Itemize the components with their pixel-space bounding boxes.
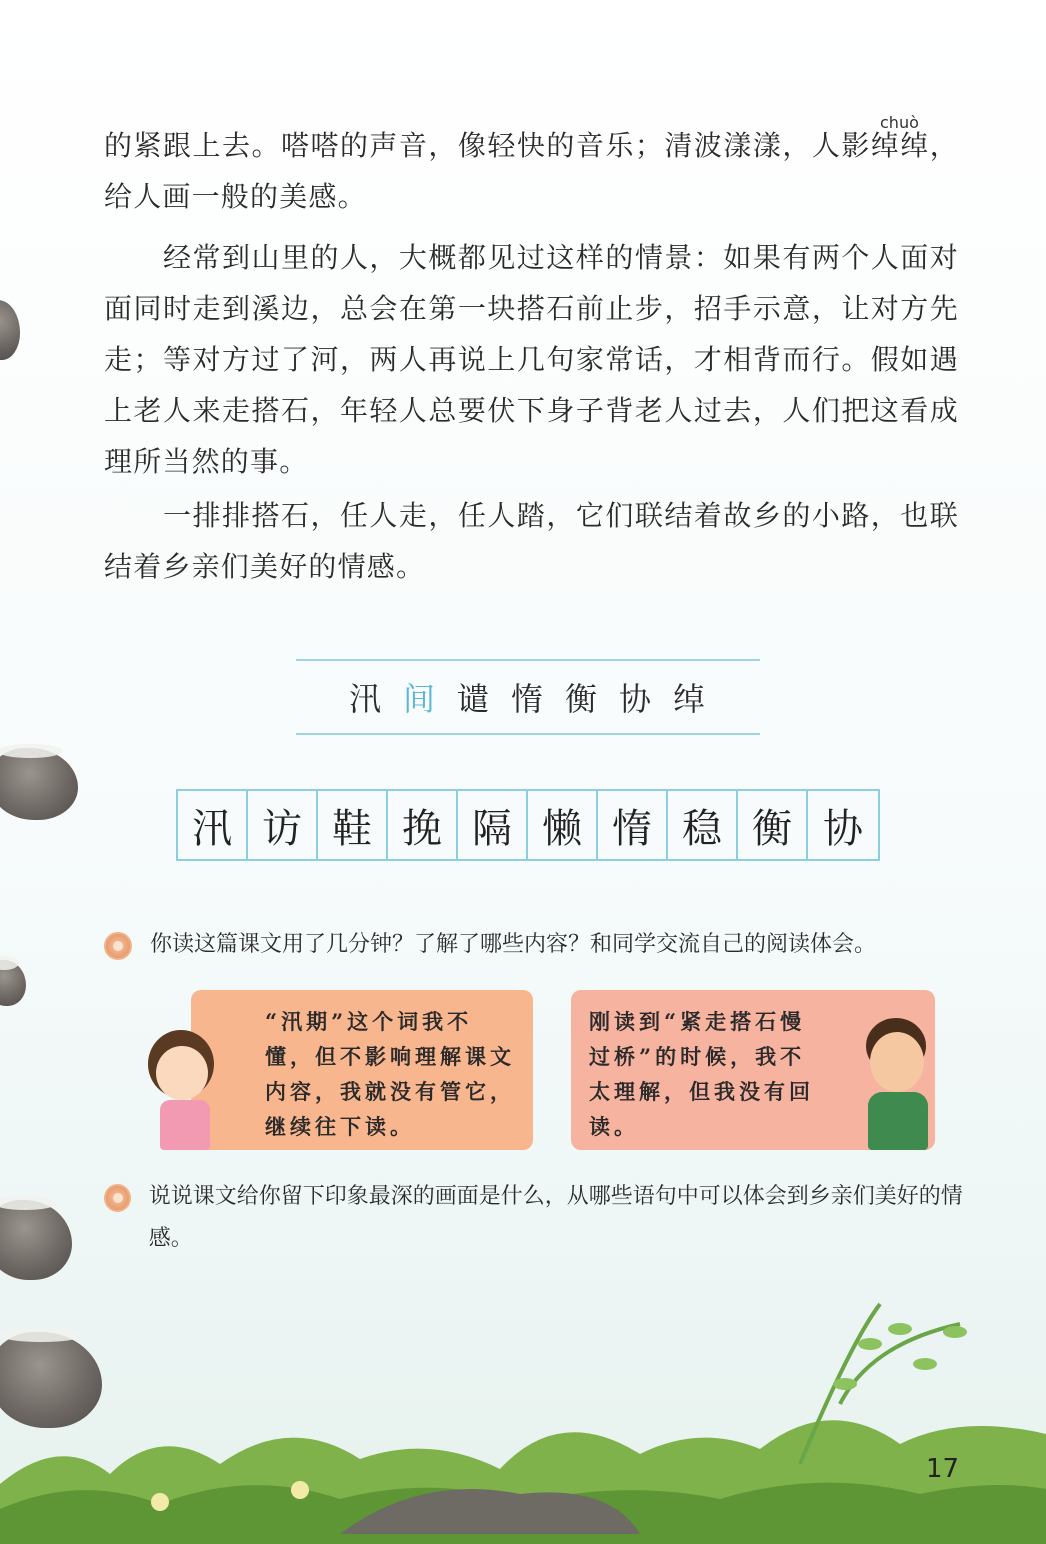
rock-decoration-3	[0, 960, 26, 1006]
rock-decoration-1	[0, 300, 20, 360]
writing-grid	[176, 789, 880, 861]
girl-body	[160, 1100, 210, 1150]
boy-illustration	[858, 1018, 938, 1150]
boy-body	[868, 1092, 928, 1150]
question-text: 说说课文给你留下印象最深的画面是什么，从哪些语句中可以体会到乡亲们美好的情感。	[148, 1184, 963, 1251]
vocab-char: 惰	[510, 680, 545, 718]
speech-bubble-girl: “汛期”这个词我不懂，但不影响理解课文内容，我就没有管它，继续往下读。	[191, 990, 533, 1150]
pinyin-annotation: chuò	[880, 113, 919, 132]
question-2	[104, 1176, 964, 1260]
boy-face	[870, 1032, 924, 1092]
grass-illustration	[0, 1284, 1046, 1544]
flower-bullet-icon	[104, 1184, 131, 1212]
writing-cell: 衡	[738, 791, 808, 859]
writing-cell: 懒	[528, 791, 598, 859]
speech-bubble-boy: 刚读到“紧走搭石慢过桥”的时候，我不太理解，但我没有回读。	[571, 990, 935, 1150]
writing-cell: 汛	[178, 791, 248, 859]
flower-bullet-icon	[104, 932, 132, 960]
writing-cell: 挽	[388, 791, 458, 859]
writing-cell: 鞋	[318, 791, 388, 859]
page-number: 17	[926, 1454, 960, 1484]
girl-face	[156, 1046, 208, 1100]
paragraph-2: 经常到山里的人，大概都见过这样的情景：如果有两个人面对面同时走到溪边，总会在第一块搭石前止步，招手示意，让对方先走；等对方过了河，两人再说上几句家常话，才相背而行。假如遇上老人来走搭石，年轻人总要伏下身子背老人过去，人们把这看成理所当然的事。	[104, 241, 959, 478]
writing-cell: 访	[248, 791, 318, 859]
vocab-char: 谴	[456, 680, 491, 718]
vocab-recognition-line	[296, 659, 760, 735]
vocab-char: 绰	[673, 680, 708, 718]
question-1	[104, 924, 964, 966]
writing-cell: 隔	[458, 791, 528, 859]
vocab-char: 协	[619, 680, 654, 718]
vocab-char-highlighted: 间	[402, 680, 437, 718]
rock-decoration-2	[0, 748, 78, 820]
writing-cell: 稳	[668, 791, 738, 859]
writing-cell: 惰	[598, 791, 668, 859]
vocab-char: 衡	[565, 680, 600, 718]
question-text: 你读这篇课文用了几分钟？了解了哪些内容？和同学交流自己的阅读体会。	[150, 932, 877, 957]
girl-illustration	[140, 1030, 230, 1150]
vocab-char: 汛	[348, 680, 383, 718]
rock-decoration-4	[0, 1200, 72, 1280]
paragraph-1: 的紧跟上去。嗒嗒的声音，像轻快的音乐；清波漾漾，人影绰绰，给人画一般的美感。	[104, 129, 959, 213]
writing-cell: 协	[823, 805, 863, 852]
paragraph-3: 一排排搭石，任人走，任人踏，它们联结着故乡的小路，也联结着乡亲们美好的情感。	[104, 499, 959, 583]
